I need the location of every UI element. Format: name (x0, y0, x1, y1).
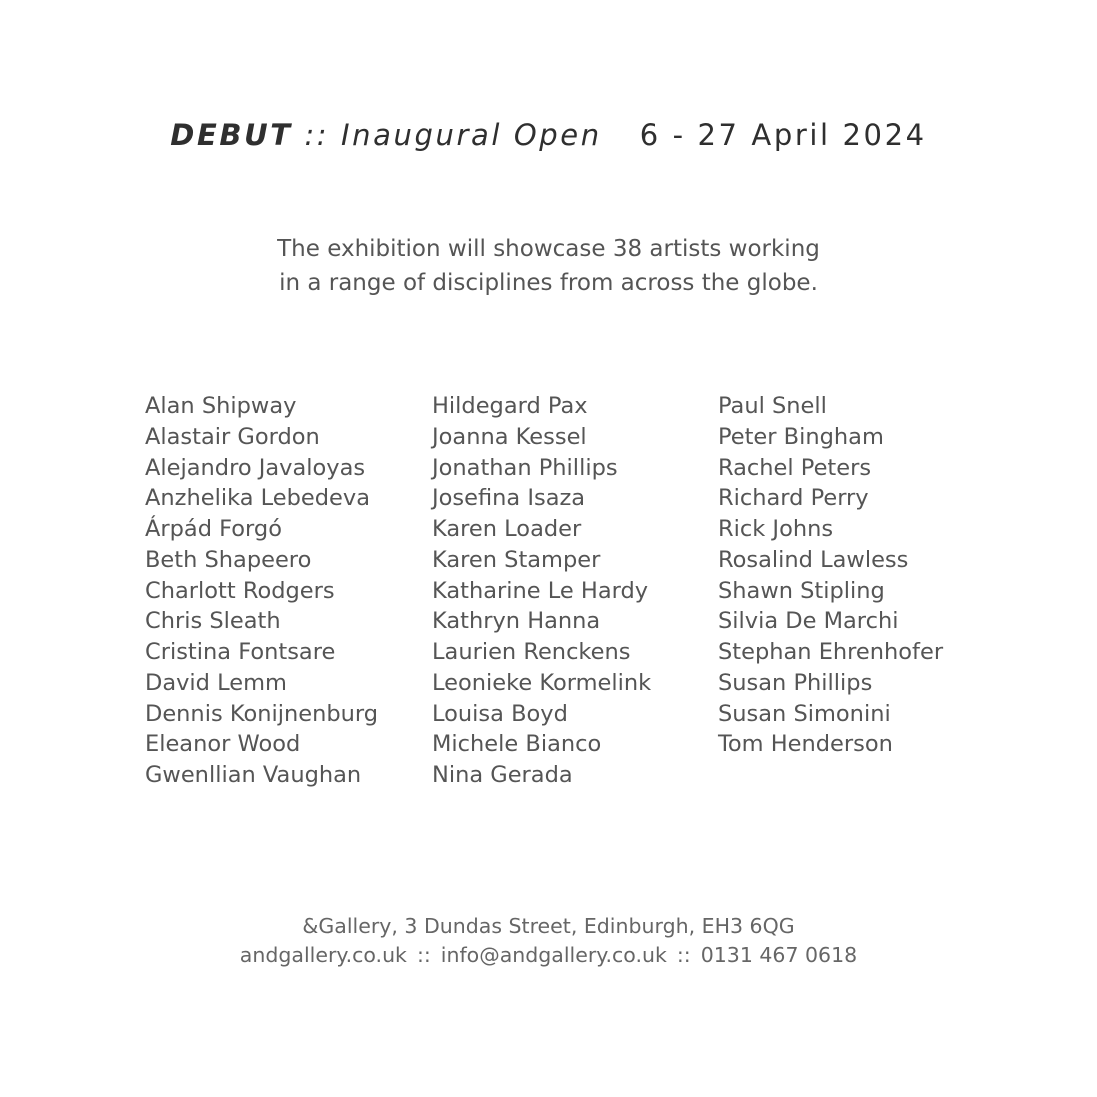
artist-name: Beth Shapeero (145, 546, 312, 573)
contact-separator: :: (676, 943, 691, 967)
artist-name: Katharine Le Hardy (432, 577, 649, 604)
artist-name: Leonieke Kormelink (432, 669, 652, 696)
artist-name: Richard Perry (718, 485, 869, 512)
artist-name: Laurien Renckens (432, 639, 631, 665)
artist-name: Susan Simonini (718, 700, 891, 727)
artist-name: Jonathan Phillips (432, 454, 618, 481)
artist-name: Hildegard Pax (432, 393, 588, 419)
exhibition-dates: 6 - 27 April 2024 (639, 118, 927, 152)
artist-name: Peter Bingham (718, 423, 884, 450)
artist-name: Nina Gerada (432, 762, 573, 788)
exhibition-title (0, 118, 1097, 152)
artist-name: Alan Shipway (145, 393, 297, 419)
artist-name: Eleanor Wood (145, 731, 301, 758)
intro-line-2: in a range of disciplines from across the globe. (279, 270, 818, 296)
artist-name: Chris Sleath (145, 608, 281, 635)
email-link[interactable]: info@andgallery.co.uk (440, 943, 667, 967)
title-subtitle: Inaugural Open (341, 118, 602, 152)
artist-name: Karen Stamper (432, 546, 601, 573)
artist-column-2 (432, 391, 651, 791)
artist-name: Rachel Peters (718, 454, 872, 481)
artist-name: Anzhelika Lebedeva (145, 485, 370, 512)
intro-text (0, 232, 1097, 300)
artist-name: Josefina Isaza (432, 485, 586, 512)
gallery-contact (0, 912, 1097, 970)
artist-name: Tom Henderson (718, 731, 893, 758)
artist-name: Kathryn Hanna (432, 608, 601, 635)
contact-line (0, 941, 1097, 970)
artist-name: Louisa Boyd (432, 700, 568, 727)
artist-name: Rosalind Lawless (718, 546, 909, 573)
artist-name: Karen Loader (432, 516, 582, 542)
artist-list (0, 391, 1097, 791)
artist-name: Dennis Konijnenburg (145, 700, 379, 727)
title-separator: :: (304, 118, 330, 152)
artist-name: Shawn Stipling (718, 577, 885, 604)
artist-name: Stephan Ehrenhofer (718, 639, 944, 665)
website-link[interactable]: andgallery.co.uk (239, 943, 407, 967)
artist-name: Cristina Fontsare (145, 639, 336, 665)
artist-name: Alastair Gordon (145, 423, 320, 450)
phone-number: 0131 467 0618 (700, 943, 858, 967)
artist-column-1 (145, 391, 378, 791)
artist-name: David Lemm (145, 669, 287, 696)
artist-name: Silvia De Marchi (718, 608, 899, 635)
artist-name: Rick Johns (718, 516, 834, 542)
artist-name: Paul Snell (718, 393, 827, 419)
artist-name: Alejandro Javaloyas (145, 454, 366, 481)
intro-line-1: The exhibition will showcase 38 artists working (277, 236, 820, 262)
artist-name: Charlott Rodgers (145, 577, 335, 604)
title-name: DEBUT (170, 118, 293, 152)
contact-separator: :: (416, 943, 431, 967)
gallery-address: &Gallery, 3 Dundas Street, Edinburgh, EH3 6QG (302, 914, 795, 938)
artist-name: Susan Phillips (718, 669, 873, 696)
artist-name: Árpád Forgó (145, 516, 282, 542)
artist-name: Joanna Kessel (432, 423, 587, 450)
artist-name: Michele Bianco (432, 731, 602, 758)
artist-column-3 (718, 391, 943, 760)
artist-name: Gwenllian Vaughan (145, 762, 362, 788)
